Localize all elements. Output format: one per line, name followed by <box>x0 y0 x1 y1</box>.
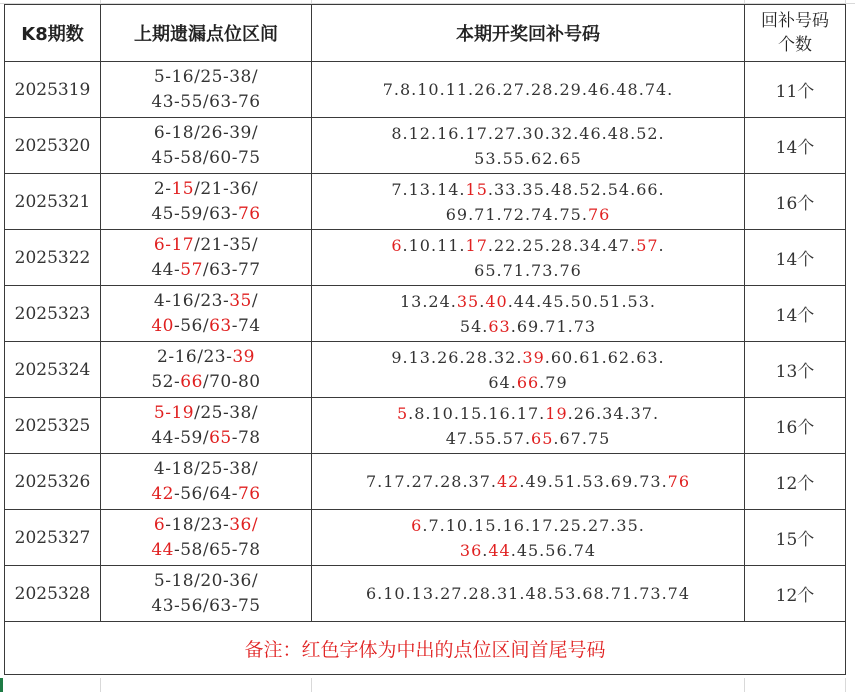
highlighted-number: 40 <box>151 315 174 336</box>
number-text: -74 <box>231 315 261 336</box>
numbers-cell-line <box>312 426 744 451</box>
number-text: .10.11. <box>402 235 466 255</box>
highlighted-number: 44 <box>151 539 174 560</box>
number-text: 45-59/63- <box>151 203 238 224</box>
number-text: 45-58/60-75 <box>151 147 261 168</box>
table-row <box>5 230 846 286</box>
number-text: .22.25.28.34.47. <box>487 235 637 255</box>
range-cell[interactable] <box>101 510 312 566</box>
numbers-cell-line <box>312 513 744 538</box>
highlighted-number: 76 <box>587 204 611 224</box>
table-row <box>5 286 846 342</box>
period-cell[interactable]: 2025326 <box>5 454 101 510</box>
highlighted-number: 39 <box>232 346 255 367</box>
draw-results-table <box>4 4 846 675</box>
highlighted-number: 5 <box>396 403 409 423</box>
numbers-cell[interactable] <box>312 398 745 454</box>
note-row <box>5 622 846 675</box>
highlighted-number: 66 <box>516 372 540 392</box>
number-text: 53.55.62.65 <box>474 148 582 168</box>
number-text: 7.17.27.28.37. <box>365 472 497 491</box>
highlighted-number: 76 <box>237 203 261 224</box>
number-text: .49.51.53.69.73. <box>519 472 668 491</box>
range-cell-line <box>101 594 311 619</box>
range-cell-line <box>101 401 311 426</box>
table-row <box>5 566 846 622</box>
period-cell[interactable]: 2025323 <box>5 286 101 342</box>
count-cell[interactable]: 16个 <box>745 174 846 230</box>
number-text: 13.24. <box>399 291 457 311</box>
highlighted-number: 76 <box>237 483 261 504</box>
range-cell-line <box>101 65 311 90</box>
highlighted-number: 63 <box>209 315 232 336</box>
highlighted-number: / <box>251 514 259 535</box>
numbers-cell[interactable] <box>312 230 745 286</box>
highlighted-number: 15 <box>171 178 195 199</box>
highlighted-number: 6 <box>153 514 166 535</box>
number-text: .69.71.73 <box>510 316 597 336</box>
numbers-cell[interactable] <box>312 286 745 342</box>
number-text: 2-16/23- <box>157 346 233 367</box>
range-cell-line <box>101 370 311 395</box>
range-cell-line <box>101 146 311 171</box>
numbers-cell-line <box>312 370 744 395</box>
numbers-cell-line <box>312 401 744 426</box>
numbers-cell-line <box>312 121 744 146</box>
number-text: 5-18/20-36/ <box>153 570 259 591</box>
table-row <box>5 118 846 174</box>
numbers-cell[interactable] <box>312 454 745 510</box>
header-count-line2: 个数 <box>778 35 812 55</box>
numbers-cell[interactable] <box>312 62 745 118</box>
numbers-cell[interactable] <box>312 510 745 566</box>
number-text: 4-16/23- <box>153 290 230 311</box>
number-text: .79 <box>539 372 568 392</box>
period-cell[interactable]: 2025320 <box>5 118 101 174</box>
numbers-cell-line <box>312 258 744 283</box>
number-text: 69.71.72.74.75. <box>445 204 588 224</box>
number-text: .67.75 <box>553 428 611 448</box>
header-numbers[interactable]: 本期开奖回补号码 <box>312 5 745 62</box>
number-text: .45.56.74 <box>510 540 597 560</box>
number-text: 44-59/ <box>151 427 210 448</box>
number-text: / <box>251 290 259 311</box>
count-cell[interactable]: 11个 <box>745 62 846 118</box>
range-cell-line <box>101 482 311 507</box>
highlighted-number: 19 <box>545 403 568 423</box>
number-text: 9.13.26.28.32. <box>391 347 523 367</box>
table-body <box>5 62 846 622</box>
number-text: 6-18/26-39/ <box>153 122 259 143</box>
table-row <box>5 510 846 566</box>
table-row <box>5 398 846 454</box>
highlighted-number: 66 <box>180 371 203 392</box>
period-cell[interactable]: 2025324 <box>5 342 101 398</box>
number-text: -56/ <box>174 315 210 336</box>
range-cell-line <box>101 569 311 594</box>
table-row <box>5 62 846 118</box>
cell-selection-indicator <box>0 678 3 692</box>
number-text: -56/64- <box>174 483 238 504</box>
highlighted-number: 40 <box>485 291 508 311</box>
numbers-cell-line <box>312 289 744 314</box>
number-text: . <box>482 540 489 560</box>
highlighted-number: 57 <box>180 259 203 280</box>
header-ranges[interactable]: 上期遗漏点位区间 <box>101 5 312 62</box>
highlighted-number: 5-19 <box>153 402 195 423</box>
highlighted-number: 35 <box>229 290 252 311</box>
range-cell-line <box>101 314 311 339</box>
number-text: . <box>658 235 665 255</box>
number-text: 64. <box>488 372 517 392</box>
number-text: /63-77 <box>202 259 261 280</box>
header-period[interactable]: K8期数 <box>5 5 101 62</box>
highlighted-number: 36 <box>459 540 483 560</box>
range-cell-line <box>101 538 311 563</box>
highlighted-number: 65 <box>531 428 554 448</box>
highlighted-number: 63 <box>488 316 511 336</box>
range-cell-line <box>101 177 311 202</box>
numbers-cell-line <box>312 469 744 494</box>
count-cell[interactable]: 12个 <box>745 566 846 622</box>
count-cell[interactable]: 14个 <box>745 230 846 286</box>
count-cell[interactable]: 13个 <box>745 342 846 398</box>
numbers-cell[interactable] <box>312 342 745 398</box>
number-text: /25-38/ <box>194 402 259 423</box>
highlighted-number: 35 <box>456 291 480 311</box>
header-row <box>5 5 846 62</box>
number-text: 4-18/25-38/ <box>153 458 259 479</box>
number-text: 5-16/25-38/ <box>153 66 259 87</box>
highlighted-number: 42 <box>151 483 174 504</box>
numbers-cell-line <box>312 581 744 606</box>
number-text: . <box>479 291 486 311</box>
highlighted-number: 44 <box>488 540 511 560</box>
number-text: .33.35.48.52.54.66. <box>487 179 665 199</box>
range-cell[interactable] <box>101 174 312 230</box>
numbers-cell[interactable] <box>312 174 745 230</box>
number-text: -78 <box>231 427 261 448</box>
count-cell[interactable]: 12个 <box>745 454 846 510</box>
number-text: .26.34.37. <box>567 403 660 423</box>
number-text: 54. <box>459 316 489 336</box>
highlighted-number: 6 <box>411 515 423 535</box>
highlighted-number: 17 <box>465 235 488 255</box>
table-row <box>5 342 846 398</box>
highlighted-number: 6-17 <box>153 234 195 255</box>
range-cell-line <box>101 345 311 370</box>
count-cell[interactable]: 15个 <box>745 510 846 566</box>
number-text: .44.45.50.51.53. <box>507 291 656 311</box>
numbers-cell-line <box>312 202 744 227</box>
range-cell[interactable] <box>101 342 312 398</box>
count-cell[interactable]: 14个 <box>745 118 846 174</box>
number-text: 6.10.13.27.28.31.48.53.68.71.73.74 <box>365 584 691 603</box>
highlighted-number: 76 <box>667 472 691 491</box>
number-text: /21-36/ <box>194 178 259 199</box>
table-row <box>5 454 846 510</box>
number-text: 7.13.14. <box>391 179 466 199</box>
highlighted-number: 6 <box>391 235 403 255</box>
numbers-cell-line <box>312 146 744 171</box>
number-text: .60.61.62.63. <box>544 347 665 367</box>
numbers-cell-line <box>312 345 744 370</box>
table-row <box>5 174 846 230</box>
highlighted-number: 39 <box>522 347 545 367</box>
count-cell[interactable]: 14个 <box>745 286 846 342</box>
number-text: 43-56/63-75 <box>151 595 261 616</box>
header-count[interactable] <box>745 5 846 62</box>
period-cell[interactable]: 2025322 <box>5 230 101 286</box>
range-cell-line <box>101 513 311 538</box>
number-text: 7.8.10.11.26.27.28.29.46.48.74. <box>382 80 674 99</box>
number-text: 2- <box>153 178 172 199</box>
period-cell[interactable]: 2025321 <box>5 174 101 230</box>
numbers-cell-line <box>312 538 744 563</box>
numbers-cell[interactable] <box>312 566 745 622</box>
number-text: .7.10.15.16.17.25.27.35. <box>422 515 645 535</box>
range-cell-line <box>101 202 311 227</box>
range-cell-line <box>101 258 311 283</box>
numbers-cell-line <box>312 314 744 339</box>
number-text: 8.12.16.17.27.30.32.46.48.52. <box>391 123 665 143</box>
highlighted-number: 42 <box>497 472 520 491</box>
number-text: 52- <box>151 371 181 392</box>
range-cell-line <box>101 121 311 146</box>
period-cell[interactable]: 2025328 <box>5 566 101 622</box>
range-cell-line <box>101 233 311 258</box>
range-cell[interactable] <box>101 62 312 118</box>
number-text: .8.10.15.16.17. <box>408 403 546 423</box>
number-text: /21-35/ <box>194 234 259 255</box>
header-count-line1: 回补号码 <box>761 11 829 31</box>
count-cell[interactable]: 16个 <box>745 398 846 454</box>
number-text: -58/65-78 <box>174 539 261 560</box>
highlighted-number: 36 <box>229 514 252 535</box>
highlighted-number: 65 <box>209 427 232 448</box>
number-text: /70-80 <box>202 371 261 392</box>
range-cell[interactable] <box>101 398 312 454</box>
range-cell[interactable] <box>101 566 312 622</box>
number-text: 44- <box>151 259 181 280</box>
period-cell[interactable]: 2025319 <box>5 62 101 118</box>
range-cell[interactable] <box>101 118 312 174</box>
number-text: -18/23- <box>165 514 230 535</box>
note-cell[interactable]: 备注：红色字体为中出的点位区间首尾号码 <box>5 622 846 675</box>
numbers-cell-line <box>312 233 744 258</box>
range-cell[interactable] <box>101 286 312 342</box>
numbers-cell-line <box>312 177 744 202</box>
range-cell-line <box>101 457 311 482</box>
range-cell-line <box>101 289 311 314</box>
range-cell[interactable] <box>101 454 312 510</box>
period-cell[interactable]: 2025327 <box>5 510 101 566</box>
range-cell-line <box>101 426 311 451</box>
numbers-cell[interactable] <box>312 118 745 174</box>
number-text: 47.55.57. <box>445 428 532 448</box>
range-cell[interactable] <box>101 230 312 286</box>
numbers-cell-line <box>312 77 744 102</box>
highlighted-number: 57 <box>636 235 659 255</box>
highlighted-number: 15 <box>465 179 488 199</box>
number-text: 65.71.73.76 <box>474 260 582 280</box>
period-cell[interactable]: 2025325 <box>5 398 101 454</box>
number-text: 43-55/63-76 <box>151 91 261 112</box>
range-cell-line <box>101 90 311 115</box>
